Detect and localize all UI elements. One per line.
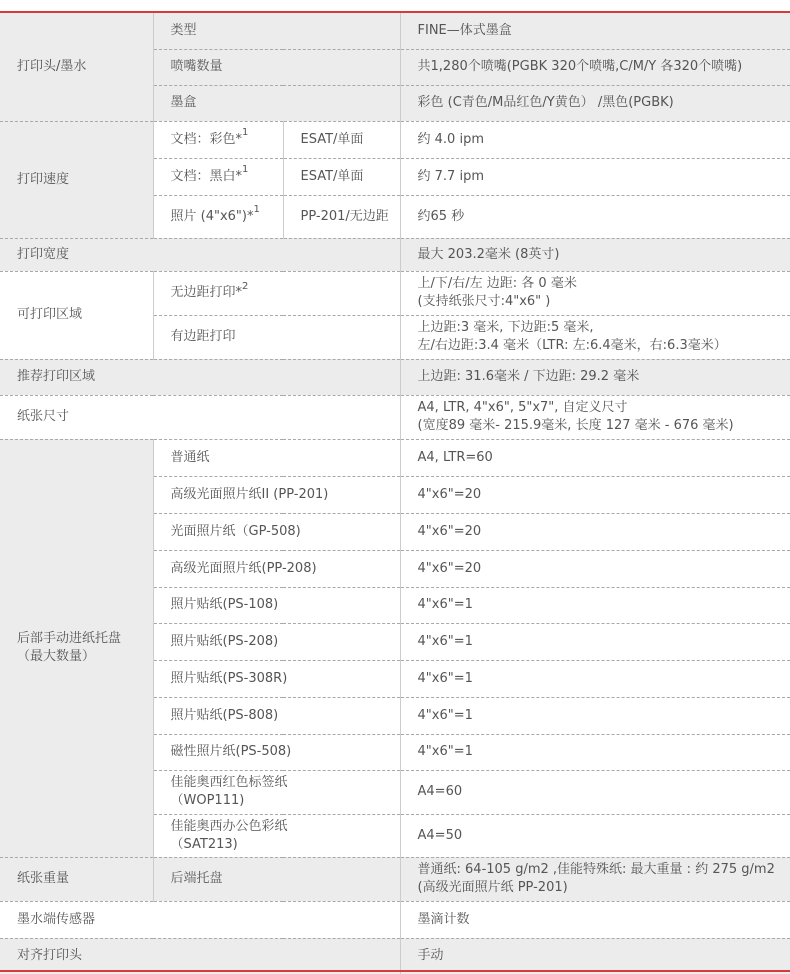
tray-item-name: 普通纸 (153, 439, 400, 476)
tray-item-name: 照片贴纸(PS-208) (153, 623, 400, 660)
value-doc-bw: 约 7.7 ipm (400, 158, 790, 195)
tray-item-value: 4"x6"=1 (400, 697, 790, 734)
value-width: 最大 203.2毫米 (8英寸) (400, 238, 790, 271)
bottom-accent-line (0, 970, 790, 972)
label-borderless: 无边距打印*$^2$ (153, 271, 400, 315)
label-cartridge: 墨盒 (153, 85, 400, 121)
tray-item-value: 4"x6"=1 (400, 734, 790, 770)
tray-item-name: 照片贴纸(PS-808) (153, 697, 400, 734)
value-photo: 约65 秒 (400, 195, 790, 238)
category-printhead: 打印头/墨水 (0, 13, 153, 121)
tray-item-value: A4=60 (400, 770, 790, 814)
value-ink-sensor: 墨滴计数 (400, 901, 790, 938)
value-type: FINE—体式墨盒 (400, 13, 790, 49)
tray-item-value: A4=50 (400, 814, 790, 857)
category-speed: 打印速度 (0, 121, 153, 238)
table-row (0, 13, 790, 49)
tray-item-value: 4"x6"=1 (400, 587, 790, 623)
table-row (0, 395, 790, 439)
value-cartridge: 彩色 (C青色/M品红色/Y黄色） /黑色(PGBK) (400, 85, 790, 121)
mode-doc-color: ESAT/单面 (283, 121, 400, 158)
tray-item-name: 照片贴纸(PS-308R) (153, 660, 400, 697)
table-row (0, 938, 790, 974)
label-weight-tray: 后端托盘 (153, 857, 400, 901)
label-nozzles: 喷嘴数量 (153, 49, 400, 85)
category-width: 打印宽度 (0, 238, 400, 271)
value-recommended: 上边距: 31.6毫米 / 下边距: 29.2 毫米 (400, 359, 790, 395)
category-align: 对齐打印头 (0, 938, 400, 974)
value-weight: 普通纸: 64-105 g/m2 ,佳能特殊纸: 最大重量 : 约 275 g/m2 (高级光面照片纸 PP-201) (400, 857, 790, 901)
table-row (0, 901, 790, 938)
mode-doc-bw: ESAT/单面 (283, 158, 400, 195)
value-align: 手动 (400, 938, 790, 974)
tray-item-name: 佳能奥西办公色彩纸 （SAT213) (153, 814, 400, 857)
value-nozzles: 共1,280个喷嘴(PGBK 320个喷嘴,C/M/Y 各320个喷嘴) (400, 49, 790, 85)
label-doc-bw: 文档：黑白*$^1$ (153, 158, 283, 195)
label-bordered: 有边距打印 (153, 315, 400, 359)
table-row (0, 857, 790, 901)
tray-item-name: 佳能奥西红色标签纸 （WOP111) (153, 770, 400, 814)
label-doc-color: 文档：彩色*$^1$ (153, 121, 283, 158)
tray-item-name: 光面照片纸（GP-508) (153, 513, 400, 550)
value-bordered: 上边距:3 毫米, 下边距:5 毫米, 左/右边距:3.4 毫米（LTR: 左:6.4毫米，右:6.3毫米） (400, 315, 790, 359)
tray-item-value: 4"x6"=1 (400, 623, 790, 660)
value-borderless: 上/下/右/左 边距: 各 0 毫米 (支持纸张尺寸:4"x6" ) (400, 271, 790, 315)
category-area: 可打印区域 (0, 271, 153, 359)
category-paper-size: 纸张尺寸 (0, 395, 400, 439)
tray-item-value: 4"x6"=20 (400, 550, 790, 587)
tray-item-value: 4"x6"=20 (400, 476, 790, 513)
tray-item-value: 4"x6"=20 (400, 513, 790, 550)
table-row (0, 359, 790, 395)
tray-item-name: 高级光面照片纸(PP-208) (153, 550, 400, 587)
value-doc-color: 约 4.0 ipm (400, 121, 790, 158)
table-row (0, 271, 790, 315)
label-type: 类型 (153, 13, 400, 49)
category-ink-sensor: 墨水端传感器 (0, 901, 400, 938)
tray-item-name: 磁性照片纸(PS-508) (153, 734, 400, 770)
tray-item-name: 高级光面照片纸II (PP-201) (153, 476, 400, 513)
tray-item-value: 4"x6"=1 (400, 660, 790, 697)
table-row (0, 121, 790, 158)
table-row (0, 439, 790, 476)
mode-photo: PP-201/无边距 (283, 195, 400, 238)
spec-table (0, 13, 790, 974)
label-photo: 照片 (4"x6")*$^1$ (153, 195, 283, 238)
category-weight: 纸张重量 (0, 857, 153, 901)
table-row (0, 238, 790, 271)
category-recommended: 推荐打印区域 (0, 359, 400, 395)
tray-item-value: A4, LTR=60 (400, 439, 790, 476)
value-paper-size: A4, LTR, 4"x6", 5"x7", 自定义尺寸 (宽度89 毫米- 215.9毫米, 长度 127 毫米 - 676 毫米) (400, 395, 790, 439)
category-rear-tray: 后部手动进纸托盘 （最大数量） (0, 439, 153, 857)
tray-item-name: 照片贴纸(PS-108) (153, 587, 400, 623)
